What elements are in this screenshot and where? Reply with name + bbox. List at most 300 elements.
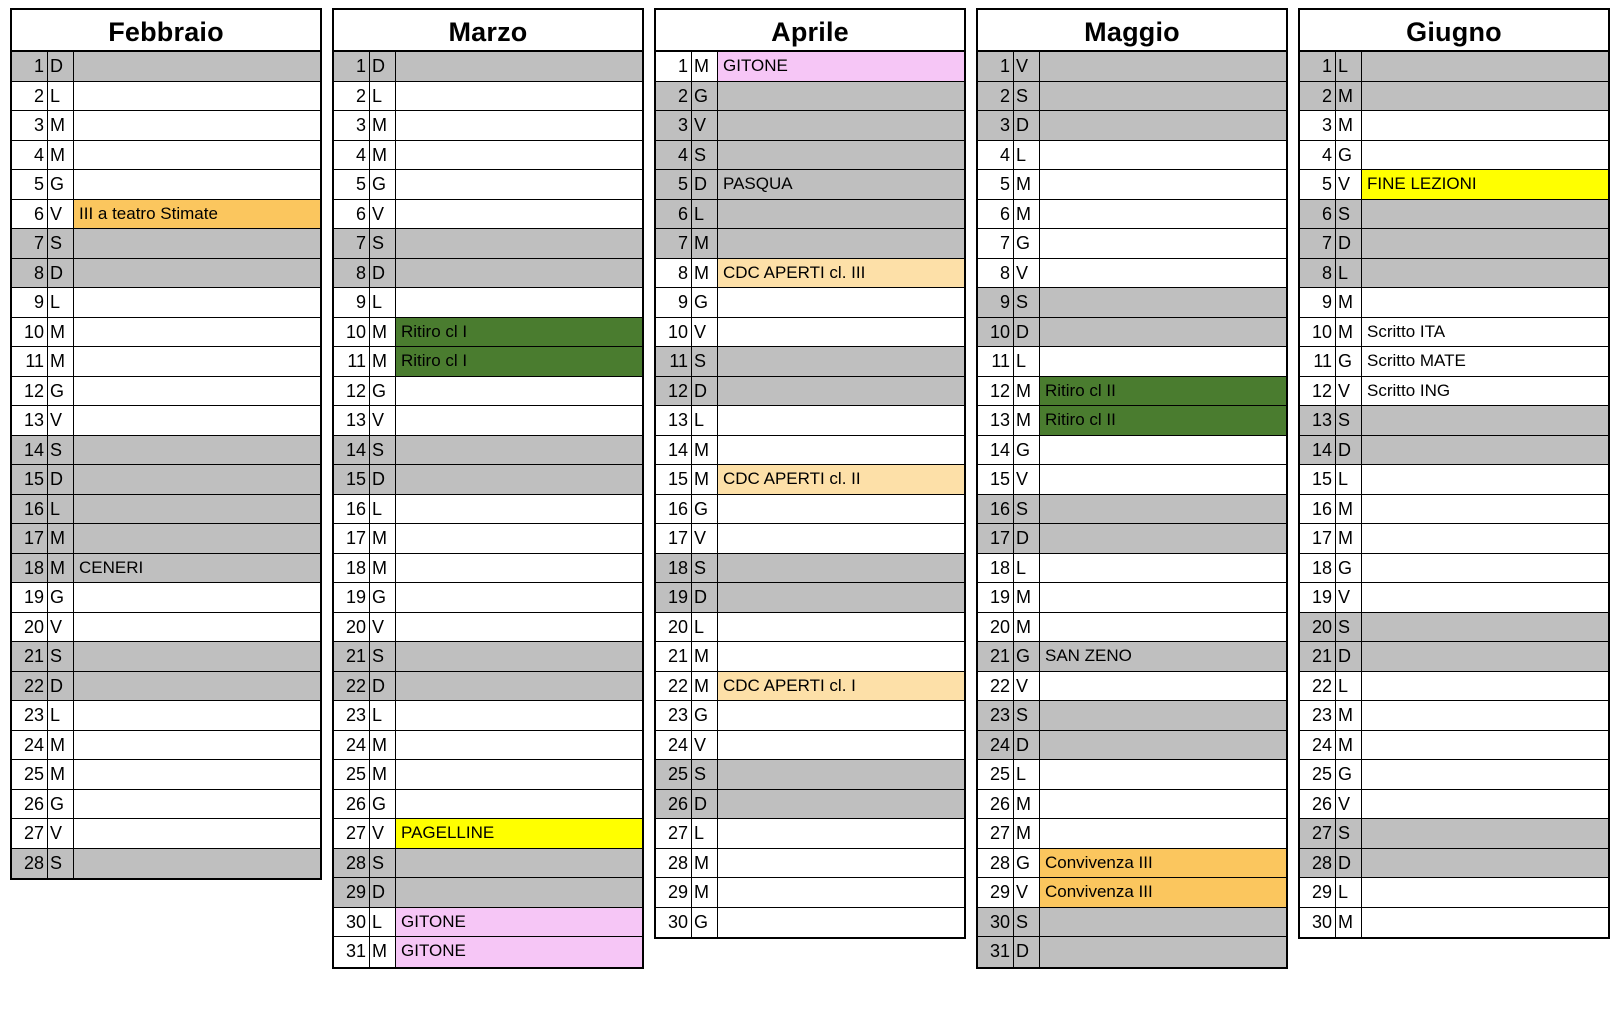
day-event[interactable] bbox=[718, 760, 964, 789]
day-row[interactable] bbox=[1300, 908, 1608, 938]
day-event[interactable] bbox=[74, 82, 320, 111]
day-row[interactable] bbox=[656, 82, 964, 112]
day-row[interactable] bbox=[1300, 229, 1608, 259]
day-event[interactable] bbox=[396, 229, 642, 258]
day-row[interactable] bbox=[656, 200, 964, 230]
day-row[interactable] bbox=[978, 141, 1286, 171]
day-row[interactable] bbox=[656, 141, 964, 171]
day-row[interactable] bbox=[334, 318, 642, 348]
day-row[interactable] bbox=[1300, 111, 1608, 141]
day-row[interactable] bbox=[656, 642, 964, 672]
day-row[interactable] bbox=[334, 790, 642, 820]
day-row[interactable] bbox=[1300, 82, 1608, 112]
day-event[interactable] bbox=[1040, 583, 1286, 612]
day-event[interactable] bbox=[718, 790, 964, 819]
day-event[interactable] bbox=[718, 288, 964, 317]
day-event[interactable] bbox=[1040, 613, 1286, 642]
day-row[interactable] bbox=[1300, 613, 1608, 643]
day-row[interactable] bbox=[12, 819, 320, 849]
day-row[interactable] bbox=[12, 790, 320, 820]
day-row[interactable] bbox=[1300, 377, 1608, 407]
day-row[interactable] bbox=[334, 465, 642, 495]
day-event[interactable] bbox=[718, 229, 964, 258]
day-row[interactable] bbox=[978, 524, 1286, 554]
day-event[interactable] bbox=[718, 849, 964, 878]
day-row[interactable] bbox=[1300, 672, 1608, 702]
day-event[interactable]: CDC APERTI cl. III bbox=[718, 259, 964, 288]
day-event[interactable]: III a teatro Stimate bbox=[74, 200, 320, 229]
day-event[interactable]: CENERI bbox=[74, 554, 320, 583]
day-row[interactable] bbox=[978, 200, 1286, 230]
day-row[interactable] bbox=[978, 111, 1286, 141]
day-event[interactable] bbox=[1362, 642, 1608, 671]
day-event[interactable] bbox=[1362, 82, 1608, 111]
day-row[interactable] bbox=[334, 731, 642, 761]
day-row[interactable] bbox=[334, 406, 642, 436]
day-row[interactable] bbox=[656, 554, 964, 584]
day-row[interactable] bbox=[656, 170, 964, 200]
day-event[interactable] bbox=[1040, 82, 1286, 111]
day-row[interactable] bbox=[978, 406, 1286, 436]
day-row[interactable] bbox=[1300, 52, 1608, 82]
day-row[interactable] bbox=[656, 288, 964, 318]
day-row[interactable] bbox=[12, 377, 320, 407]
day-row[interactable] bbox=[12, 406, 320, 436]
day-event[interactable] bbox=[396, 849, 642, 878]
day-event[interactable] bbox=[1362, 288, 1608, 317]
day-row[interactable] bbox=[334, 613, 642, 643]
day-event[interactable] bbox=[396, 790, 642, 819]
day-event[interactable] bbox=[1040, 937, 1286, 967]
day-event[interactable] bbox=[396, 760, 642, 789]
day-row[interactable] bbox=[1300, 288, 1608, 318]
day-row[interactable] bbox=[334, 554, 642, 584]
day-row[interactable] bbox=[656, 111, 964, 141]
day-row[interactable] bbox=[656, 583, 964, 613]
day-event[interactable] bbox=[1362, 259, 1608, 288]
day-row[interactable] bbox=[978, 701, 1286, 731]
day-row[interactable] bbox=[1300, 200, 1608, 230]
day-event[interactable] bbox=[74, 760, 320, 789]
day-row[interactable] bbox=[334, 495, 642, 525]
day-event[interactable] bbox=[1362, 406, 1608, 435]
day-event[interactable] bbox=[74, 701, 320, 730]
day-event[interactable] bbox=[74, 111, 320, 140]
day-row[interactable] bbox=[656, 849, 964, 879]
day-row[interactable] bbox=[334, 878, 642, 908]
day-event[interactable]: CDC APERTI cl. II bbox=[718, 465, 964, 494]
day-event[interactable] bbox=[74, 259, 320, 288]
day-event[interactable]: FINE LEZIONI bbox=[1362, 170, 1608, 199]
day-row[interactable] bbox=[12, 701, 320, 731]
day-event[interactable]: Scritto ING bbox=[1362, 377, 1608, 406]
day-event[interactable]: Convivenza III bbox=[1040, 878, 1286, 907]
day-event[interactable] bbox=[718, 613, 964, 642]
day-event[interactable] bbox=[1040, 731, 1286, 760]
day-event[interactable] bbox=[1362, 819, 1608, 848]
day-event[interactable] bbox=[1040, 701, 1286, 730]
day-event[interactable] bbox=[718, 200, 964, 229]
day-row[interactable] bbox=[1300, 406, 1608, 436]
day-row[interactable] bbox=[656, 495, 964, 525]
day-row[interactable] bbox=[1300, 642, 1608, 672]
day-row[interactable] bbox=[334, 760, 642, 790]
day-row[interactable] bbox=[978, 436, 1286, 466]
day-event[interactable] bbox=[1362, 878, 1608, 907]
day-row[interactable] bbox=[1300, 465, 1608, 495]
day-row[interactable] bbox=[1300, 819, 1608, 849]
day-event[interactable] bbox=[1040, 554, 1286, 583]
day-event[interactable]: Ritiro cl II bbox=[1040, 377, 1286, 406]
day-row[interactable] bbox=[978, 554, 1286, 584]
day-event[interactable] bbox=[74, 347, 320, 376]
day-event[interactable] bbox=[396, 436, 642, 465]
day-row[interactable] bbox=[334, 111, 642, 141]
day-event[interactable] bbox=[718, 554, 964, 583]
day-event[interactable] bbox=[396, 170, 642, 199]
day-event[interactable] bbox=[718, 82, 964, 111]
day-row[interactable] bbox=[1300, 554, 1608, 584]
day-row[interactable] bbox=[1300, 524, 1608, 554]
day-event[interactable]: Ritiro cl II bbox=[1040, 406, 1286, 435]
day-row[interactable] bbox=[334, 347, 642, 377]
day-row[interactable] bbox=[656, 259, 964, 289]
day-event[interactable] bbox=[718, 111, 964, 140]
day-event[interactable] bbox=[718, 377, 964, 406]
day-row[interactable] bbox=[12, 200, 320, 230]
day-row[interactable] bbox=[1300, 760, 1608, 790]
day-event[interactable] bbox=[74, 849, 320, 879]
day-row[interactable] bbox=[978, 908, 1286, 938]
day-row[interactable] bbox=[1300, 731, 1608, 761]
day-row[interactable] bbox=[978, 583, 1286, 613]
day-row[interactable] bbox=[978, 790, 1286, 820]
day-event[interactable] bbox=[1362, 200, 1608, 229]
day-event[interactable] bbox=[396, 731, 642, 760]
day-row[interactable] bbox=[1300, 170, 1608, 200]
day-event[interactable] bbox=[1040, 318, 1286, 347]
day-event[interactable] bbox=[396, 141, 642, 170]
day-event[interactable] bbox=[718, 524, 964, 553]
day-event[interactable]: Ritiro cl I bbox=[396, 347, 642, 376]
day-row[interactable] bbox=[978, 495, 1286, 525]
day-event[interactable] bbox=[1040, 465, 1286, 494]
day-row[interactable] bbox=[12, 849, 320, 879]
day-event[interactable] bbox=[718, 878, 964, 907]
day-row[interactable] bbox=[12, 554, 320, 584]
day-row[interactable] bbox=[12, 642, 320, 672]
day-event[interactable] bbox=[396, 288, 642, 317]
day-row[interactable] bbox=[1300, 583, 1608, 613]
day-row[interactable] bbox=[656, 524, 964, 554]
day-event[interactable] bbox=[396, 878, 642, 907]
day-event[interactable]: GITONE bbox=[396, 937, 642, 967]
day-row[interactable] bbox=[1300, 495, 1608, 525]
day-row[interactable] bbox=[12, 672, 320, 702]
day-event[interactable] bbox=[1040, 495, 1286, 524]
day-row[interactable] bbox=[656, 701, 964, 731]
day-row[interactable] bbox=[334, 82, 642, 112]
day-event[interactable] bbox=[718, 141, 964, 170]
day-event[interactable] bbox=[396, 554, 642, 583]
day-event[interactable]: SAN ZENO bbox=[1040, 642, 1286, 671]
day-row[interactable] bbox=[12, 731, 320, 761]
day-row[interactable] bbox=[334, 583, 642, 613]
day-event[interactable] bbox=[718, 347, 964, 376]
day-row[interactable] bbox=[656, 819, 964, 849]
day-event[interactable] bbox=[1362, 613, 1608, 642]
day-event[interactable] bbox=[74, 141, 320, 170]
day-row[interactable] bbox=[12, 141, 320, 171]
day-event[interactable] bbox=[74, 288, 320, 317]
day-event[interactable]: GITONE bbox=[396, 908, 642, 937]
day-event[interactable] bbox=[1040, 790, 1286, 819]
day-event[interactable] bbox=[396, 701, 642, 730]
day-event[interactable] bbox=[1362, 790, 1608, 819]
day-event[interactable] bbox=[74, 465, 320, 494]
day-row[interactable] bbox=[334, 141, 642, 171]
day-row[interactable] bbox=[978, 672, 1286, 702]
day-event[interactable] bbox=[1040, 52, 1286, 81]
day-event[interactable] bbox=[1362, 436, 1608, 465]
day-row[interactable] bbox=[656, 790, 964, 820]
day-event[interactable] bbox=[396, 524, 642, 553]
day-event[interactable] bbox=[718, 436, 964, 465]
day-row[interactable] bbox=[656, 318, 964, 348]
day-event[interactable] bbox=[74, 170, 320, 199]
day-event[interactable] bbox=[74, 377, 320, 406]
day-row[interactable] bbox=[334, 819, 642, 849]
day-event[interactable] bbox=[396, 495, 642, 524]
day-row[interactable] bbox=[1300, 849, 1608, 879]
day-row[interactable] bbox=[978, 347, 1286, 377]
day-event[interactable] bbox=[1040, 170, 1286, 199]
day-event[interactable] bbox=[396, 82, 642, 111]
day-event[interactable]: GITONE bbox=[718, 52, 964, 81]
day-event[interactable] bbox=[396, 377, 642, 406]
day-event[interactable] bbox=[74, 819, 320, 848]
day-event[interactable] bbox=[1362, 672, 1608, 701]
day-event[interactable] bbox=[74, 613, 320, 642]
day-row[interactable] bbox=[978, 613, 1286, 643]
day-row[interactable] bbox=[1300, 141, 1608, 171]
day-event[interactable] bbox=[1040, 141, 1286, 170]
day-event[interactable] bbox=[1362, 908, 1608, 938]
day-row[interactable] bbox=[12, 259, 320, 289]
day-event[interactable] bbox=[1362, 229, 1608, 258]
day-event[interactable]: Convivenza III bbox=[1040, 849, 1286, 878]
day-row[interactable] bbox=[12, 436, 320, 466]
day-row[interactable] bbox=[12, 495, 320, 525]
day-row[interactable] bbox=[1300, 318, 1608, 348]
day-row[interactable] bbox=[12, 347, 320, 377]
day-row[interactable] bbox=[334, 288, 642, 318]
day-row[interactable] bbox=[12, 111, 320, 141]
day-event[interactable] bbox=[1362, 701, 1608, 730]
day-event[interactable] bbox=[718, 642, 964, 671]
day-event[interactable] bbox=[1040, 288, 1286, 317]
day-event[interactable] bbox=[74, 524, 320, 553]
day-event[interactable] bbox=[74, 52, 320, 81]
day-row[interactable] bbox=[656, 672, 964, 702]
day-event[interactable] bbox=[74, 731, 320, 760]
day-event[interactable] bbox=[396, 52, 642, 81]
day-event[interactable] bbox=[1040, 200, 1286, 229]
day-event[interactable] bbox=[1362, 52, 1608, 81]
day-event[interactable] bbox=[718, 583, 964, 612]
day-event[interactable] bbox=[1362, 495, 1608, 524]
day-row[interactable] bbox=[12, 583, 320, 613]
day-row[interactable] bbox=[334, 200, 642, 230]
day-row[interactable] bbox=[978, 229, 1286, 259]
day-event[interactable] bbox=[718, 701, 964, 730]
day-row[interactable] bbox=[656, 878, 964, 908]
day-row[interactable] bbox=[12, 524, 320, 554]
day-row[interactable] bbox=[12, 170, 320, 200]
day-row[interactable] bbox=[656, 52, 964, 82]
day-row[interactable] bbox=[1300, 878, 1608, 908]
day-event[interactable] bbox=[718, 731, 964, 760]
day-event[interactable] bbox=[1362, 141, 1608, 170]
day-event[interactable] bbox=[718, 406, 964, 435]
day-event[interactable] bbox=[1362, 554, 1608, 583]
day-event[interactable] bbox=[396, 111, 642, 140]
day-event[interactable] bbox=[396, 613, 642, 642]
day-event[interactable]: Scritto MATE bbox=[1362, 347, 1608, 376]
day-event[interactable] bbox=[1040, 524, 1286, 553]
day-row[interactable] bbox=[978, 82, 1286, 112]
day-row[interactable] bbox=[978, 878, 1286, 908]
day-row[interactable] bbox=[656, 229, 964, 259]
day-event[interactable] bbox=[1040, 111, 1286, 140]
day-row[interactable] bbox=[334, 377, 642, 407]
day-row[interactable] bbox=[12, 318, 320, 348]
day-event[interactable] bbox=[74, 642, 320, 671]
day-row[interactable] bbox=[12, 288, 320, 318]
day-event[interactable] bbox=[74, 495, 320, 524]
day-row[interactable] bbox=[334, 701, 642, 731]
day-event[interactable] bbox=[1040, 760, 1286, 789]
day-event[interactable] bbox=[74, 229, 320, 258]
day-row[interactable] bbox=[978, 465, 1286, 495]
day-event[interactable] bbox=[1362, 849, 1608, 878]
day-row[interactable] bbox=[656, 613, 964, 643]
day-row[interactable] bbox=[334, 229, 642, 259]
day-event[interactable] bbox=[74, 318, 320, 347]
day-event[interactable] bbox=[74, 436, 320, 465]
day-event[interactable] bbox=[718, 819, 964, 848]
day-row[interactable] bbox=[1300, 701, 1608, 731]
day-row[interactable] bbox=[334, 672, 642, 702]
day-row[interactable] bbox=[656, 731, 964, 761]
day-row[interactable] bbox=[334, 908, 642, 938]
day-row[interactable] bbox=[978, 52, 1286, 82]
day-event[interactable] bbox=[718, 908, 964, 938]
day-row[interactable] bbox=[12, 82, 320, 112]
day-event[interactable] bbox=[396, 583, 642, 612]
day-row[interactable] bbox=[12, 465, 320, 495]
day-row[interactable] bbox=[978, 377, 1286, 407]
day-row[interactable] bbox=[656, 347, 964, 377]
day-event[interactable]: CDC APERTI cl. I bbox=[718, 672, 964, 701]
day-event[interactable] bbox=[74, 672, 320, 701]
day-row[interactable] bbox=[334, 937, 642, 967]
day-event[interactable] bbox=[396, 465, 642, 494]
day-row[interactable] bbox=[978, 731, 1286, 761]
day-row[interactable] bbox=[978, 849, 1286, 879]
day-row[interactable] bbox=[978, 937, 1286, 967]
day-row[interactable] bbox=[978, 642, 1286, 672]
day-event[interactable] bbox=[396, 672, 642, 701]
day-event[interactable] bbox=[396, 642, 642, 671]
day-row[interactable] bbox=[12, 52, 320, 82]
day-row[interactable] bbox=[978, 760, 1286, 790]
day-event[interactable] bbox=[396, 200, 642, 229]
day-event[interactable] bbox=[1362, 465, 1608, 494]
day-row[interactable] bbox=[334, 259, 642, 289]
day-event[interactable] bbox=[396, 259, 642, 288]
day-event[interactable] bbox=[1040, 347, 1286, 376]
day-event[interactable]: Ritiro cl I bbox=[396, 318, 642, 347]
day-row[interactable] bbox=[12, 613, 320, 643]
day-event[interactable] bbox=[1040, 672, 1286, 701]
day-row[interactable] bbox=[1300, 436, 1608, 466]
day-event[interactable] bbox=[1362, 583, 1608, 612]
day-event[interactable] bbox=[1040, 436, 1286, 465]
day-event[interactable] bbox=[74, 406, 320, 435]
day-event[interactable] bbox=[1362, 760, 1608, 789]
day-event[interactable] bbox=[718, 318, 964, 347]
day-row[interactable] bbox=[978, 259, 1286, 289]
day-row[interactable] bbox=[656, 436, 964, 466]
day-event[interactable] bbox=[1362, 111, 1608, 140]
day-event[interactable]: PASQUA bbox=[718, 170, 964, 199]
day-event[interactable] bbox=[1362, 731, 1608, 760]
day-row[interactable] bbox=[334, 52, 642, 82]
day-row[interactable] bbox=[978, 819, 1286, 849]
day-event[interactable] bbox=[396, 406, 642, 435]
day-row[interactable] bbox=[12, 760, 320, 790]
day-row[interactable] bbox=[656, 465, 964, 495]
day-row[interactable] bbox=[978, 318, 1286, 348]
day-row[interactable] bbox=[656, 377, 964, 407]
day-row[interactable] bbox=[1300, 347, 1608, 377]
day-row[interactable] bbox=[334, 849, 642, 879]
day-row[interactable] bbox=[656, 908, 964, 938]
day-row[interactable] bbox=[334, 170, 642, 200]
day-row[interactable] bbox=[656, 760, 964, 790]
day-row[interactable] bbox=[334, 436, 642, 466]
day-row[interactable] bbox=[12, 229, 320, 259]
day-event[interactable] bbox=[1040, 259, 1286, 288]
day-row[interactable] bbox=[334, 642, 642, 672]
day-event[interactable] bbox=[1040, 908, 1286, 937]
day-row[interactable] bbox=[656, 406, 964, 436]
day-row[interactable] bbox=[1300, 790, 1608, 820]
day-event[interactable]: Scritto ITA bbox=[1362, 318, 1608, 347]
day-event[interactable] bbox=[1040, 229, 1286, 258]
day-row[interactable] bbox=[334, 524, 642, 554]
day-row[interactable] bbox=[978, 170, 1286, 200]
day-event[interactable] bbox=[1040, 819, 1286, 848]
day-event[interactable]: PAGELLINE bbox=[396, 819, 642, 848]
day-event[interactable] bbox=[74, 790, 320, 819]
day-event[interactable] bbox=[1362, 524, 1608, 553]
day-row[interactable] bbox=[1300, 259, 1608, 289]
day-row[interactable] bbox=[978, 288, 1286, 318]
day-event[interactable] bbox=[718, 495, 964, 524]
day-event[interactable] bbox=[74, 583, 320, 612]
